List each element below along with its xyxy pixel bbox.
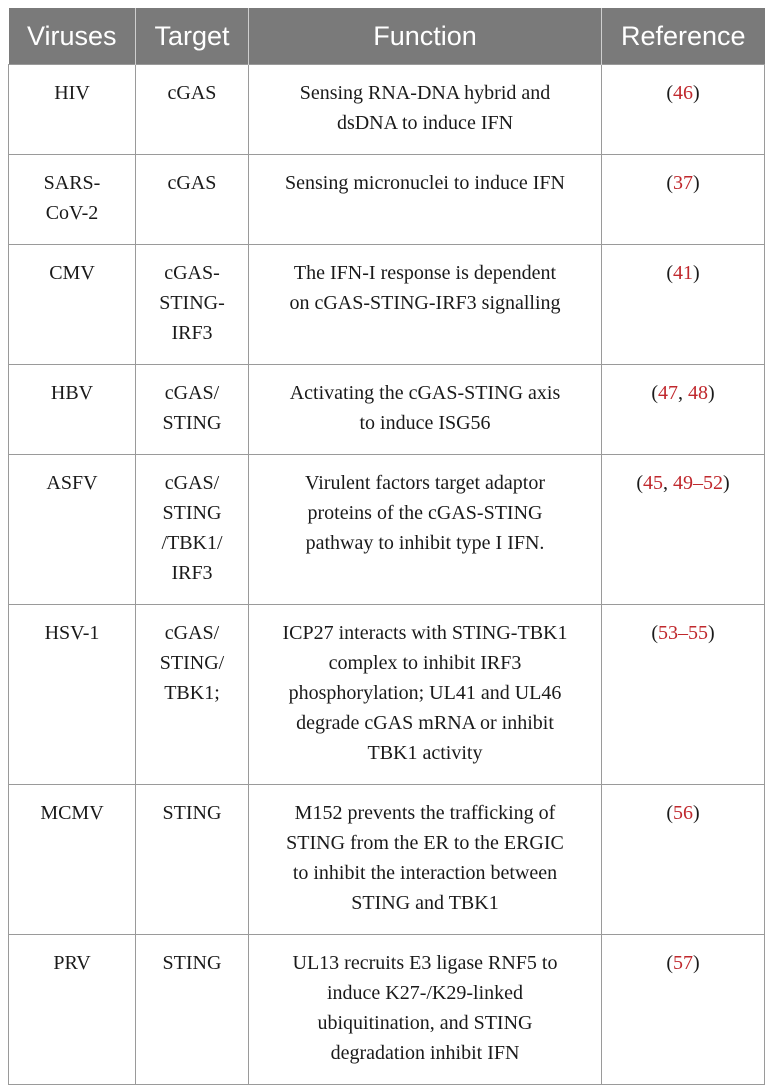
function-cell-line: STING and TBK1: [351, 892, 499, 914]
virus-cell-line: HIV: [54, 82, 90, 104]
function-cell-line: proteins of the cGAS-STING: [307, 502, 543, 524]
function-cell-line: TBK1 activity: [367, 742, 483, 764]
virus-cell: [9, 455, 136, 605]
ref-close-paren: ): [693, 802, 700, 824]
target-cell: [136, 155, 249, 245]
function-cell-line: on cGAS-STING-IRF3 signalling: [289, 292, 561, 314]
virus-cell-line: HSV-1: [44, 622, 100, 644]
table-row: [9, 155, 765, 245]
reference-link[interactable]: 49–52: [673, 472, 723, 494]
virus-cell-line: MCMV: [40, 802, 104, 824]
header-viruses: Viruses: [9, 8, 136, 65]
ref-open-paren: (: [651, 622, 658, 644]
header-row: [9, 8, 765, 65]
virus-cell: [9, 65, 136, 155]
target-cell-line: cGAS/: [164, 472, 220, 494]
reference-link[interactable]: 37: [673, 172, 693, 194]
reference-link[interactable]: 53–55: [658, 622, 708, 644]
reference-cell: [602, 245, 765, 365]
function-cell-line: dsDNA to induce IFN: [336, 112, 514, 134]
ref-close-paren: ): [693, 262, 700, 284]
target-cell-line: IRF3: [171, 322, 213, 344]
function-cell-line: phosphorylation; UL41 and UL46: [288, 682, 562, 704]
target-cell-line: IRF3: [171, 562, 213, 584]
table-row: [9, 605, 765, 785]
target-cell: [136, 935, 249, 1085]
target-cell-line: STING-: [159, 292, 225, 314]
reference-cell: [602, 65, 765, 155]
table-body: [9, 65, 765, 1085]
function-cell: [249, 245, 602, 365]
reference-cell: [602, 785, 765, 935]
function-cell: [249, 65, 602, 155]
function-cell-line: to induce ISG56: [359, 412, 491, 434]
target-cell-line: cGAS-: [164, 262, 220, 284]
ref-open-paren: (: [666, 172, 673, 194]
ref-open-paren: (: [666, 952, 673, 974]
virus-cell: [9, 365, 136, 455]
target-cell-line: STING: [162, 802, 222, 824]
function-cell-line: Sensing RNA-DNA hybrid and: [299, 82, 551, 104]
virus-cell: [9, 605, 136, 785]
target-cell-line: cGAS: [167, 172, 217, 194]
function-cell: [249, 155, 602, 245]
virus-cell-line: HBV: [50, 382, 94, 404]
function-cell-line: to inhibit the interaction between: [292, 862, 558, 884]
target-cell-line: STING: [162, 412, 222, 434]
reference-cell: [602, 605, 765, 785]
reference-separator: ,: [678, 382, 688, 404]
reference-link[interactable]: 45: [643, 472, 663, 494]
table-row: [9, 935, 765, 1085]
virus-cell: [9, 785, 136, 935]
function-cell-line: Activating the cGAS-STING axis: [289, 382, 561, 404]
target-cell-line: STING: [162, 502, 222, 524]
reference-cell: [602, 155, 765, 245]
virus-cell: [9, 155, 136, 245]
function-cell-line: ubiquitination, and STING: [317, 1012, 533, 1034]
reference-link[interactable]: 46: [673, 82, 693, 104]
ref-open-paren: (: [666, 262, 673, 284]
reference-cell: [602, 365, 765, 455]
function-cell: [249, 935, 602, 1085]
header-function: Function: [249, 8, 602, 65]
virus-cell-line: SARS-: [43, 172, 101, 194]
reference-link[interactable]: 56: [673, 802, 693, 824]
target-cell: [136, 245, 249, 365]
target-cell-line: TBK1;: [164, 682, 220, 704]
function-cell-line: STING from the ER to the ERGIC: [286, 832, 564, 854]
target-cell-line: STING: [162, 952, 222, 974]
function-cell-line: UL13 recruits E3 ligase RNF5 to: [292, 952, 558, 974]
function-cell: [249, 785, 602, 935]
ref-open-paren: (: [666, 82, 673, 104]
virus-cell: [9, 935, 136, 1085]
function-cell-line: degrade cGAS mRNA or inhibit: [296, 712, 554, 734]
target-cell: [136, 455, 249, 605]
function-cell-line: complex to inhibit IRF3: [328, 652, 522, 674]
target-cell-line: cGAS: [167, 82, 217, 104]
table-row: [9, 245, 765, 365]
reference-cell: [602, 935, 765, 1085]
ref-open-paren: (: [636, 472, 643, 494]
ref-close-paren: ): [708, 382, 715, 404]
ref-close-paren: ): [693, 952, 700, 974]
reference-link[interactable]: 48: [688, 382, 708, 404]
ref-open-paren: (: [651, 382, 658, 404]
function-cell-line: Sensing micronuclei to induce IFN: [285, 172, 565, 194]
target-cell: [136, 605, 249, 785]
table-row: [9, 365, 765, 455]
ref-close-paren: ): [723, 472, 730, 494]
function-cell-line: The IFN-I response is dependent: [293, 262, 557, 284]
reference-link[interactable]: 47: [658, 382, 678, 404]
table-row: [9, 455, 765, 605]
function-cell: [249, 605, 602, 785]
function-cell: [249, 455, 602, 605]
reference-link[interactable]: 41: [673, 262, 693, 284]
virus-cell-line: PRV: [53, 952, 91, 974]
target-cell: [136, 785, 249, 935]
function-cell: [249, 365, 602, 455]
target-cell-line: /TBK1/: [161, 532, 223, 554]
ref-open-paren: (: [666, 802, 673, 824]
function-cell-line: pathway to inhibit type I IFN.: [305, 532, 545, 554]
target-cell: [136, 65, 249, 155]
virus-cell-line: CoV-2: [45, 202, 99, 224]
target-cell: [136, 365, 249, 455]
target-cell-line: cGAS/: [164, 382, 220, 404]
reference-separator: ,: [663, 472, 673, 494]
header-reference: Reference: [602, 8, 765, 65]
function-cell-line: degradation inhibit IFN: [330, 1042, 520, 1064]
ref-close-paren: ): [693, 82, 700, 104]
reference-link[interactable]: 57: [673, 952, 693, 974]
header-target: Target: [136, 8, 249, 65]
function-cell-line: ICP27 interacts with STING-TBK1: [282, 622, 568, 644]
function-cell-line: induce K27-/K29-linked: [326, 982, 524, 1004]
target-cell-line: STING/: [159, 652, 225, 674]
ref-close-paren: ): [708, 622, 715, 644]
ref-close-paren: ): [693, 172, 700, 194]
virus-table: [8, 8, 765, 1085]
virus-cell-line: ASFV: [46, 472, 98, 494]
function-cell-line: M152 prevents the trafficking of: [294, 802, 556, 824]
target-cell-line: cGAS/: [164, 622, 220, 644]
reference-cell: [602, 455, 765, 605]
table-row: [9, 65, 765, 155]
function-cell-line: Virulent factors target adaptor: [305, 472, 545, 494]
table-row: [9, 785, 765, 935]
virus-cell-line: CMV: [49, 262, 95, 284]
virus-cell: [9, 245, 136, 365]
